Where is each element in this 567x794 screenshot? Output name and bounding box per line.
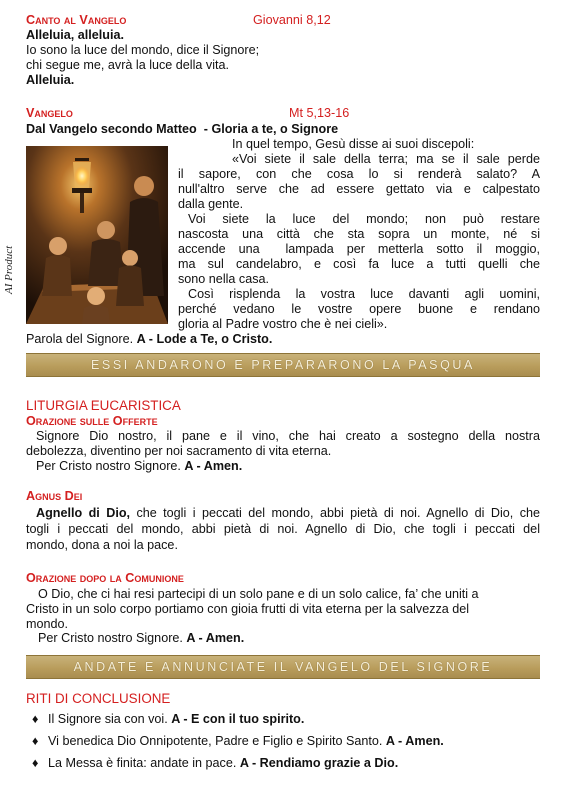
diamond-bullet-icon: ♦ — [32, 734, 39, 748]
vangelo-line: null'altro serve che ad essere gettato via e calpestato — [178, 182, 540, 196]
vangelo-line: perché vedano le vostre opere buone e rendano — [178, 302, 540, 316]
banner-preparation: ESSI ANDARONO E PREPARARONO LA PASQUA — [26, 353, 540, 377]
diamond-bullet-icon: ♦ — [32, 756, 39, 770]
riti-item-text: La Messa è finita: andate in pace. — [48, 756, 240, 770]
riti-item — [32, 756, 398, 771]
vangelo-line: Voi siete la luce del mondo; non può restare — [188, 212, 540, 226]
vangelo-title: Vangelo — [26, 106, 73, 120]
liturgia-title: LITURGIA EUCARISTICA — [26, 398, 181, 413]
offerte-closing — [36, 459, 242, 474]
canto-verse-line: Io sono la luce del mondo, dice il Signore; — [26, 43, 260, 57]
vangelo-line: accende una lampada per metterla sotto il moggio, — [178, 242, 540, 256]
riti-item-response: A - Rendiamo grazie a Dio. — [239, 756, 399, 770]
diamond-bullet-icon: ♦ — [32, 712, 39, 726]
comunione-line: mondo. — [26, 617, 69, 631]
vangelo-closing-text: Parola del Signore. — [26, 332, 137, 346]
comunione-closing-text: Per Cristo nostro Signore. — [38, 631, 187, 645]
comunione-closing-response: A - Amen. — [186, 631, 245, 645]
riti-item-response: A - Amen. — [385, 734, 444, 748]
candlelight-painting — [26, 146, 168, 324]
comunione-line: O Dio, che ci hai resi partecipi di un solo pane e di un solo calice, fa’ che uniti a — [38, 587, 479, 601]
banner-mission: ANDATE E ANNUNCIATE IL VANGELO DEL SIGNORE — [26, 655, 540, 679]
agnus-line: mondo, dona a noi la pace. — [26, 538, 178, 552]
vangelo-line: «Voi siete il sale della terra; ma se il sale perde — [232, 152, 540, 166]
image-credit: AI Product — [3, 245, 15, 294]
comunione-closing — [38, 631, 244, 646]
agnus-bold-start: Agnello di Dio, — [36, 506, 131, 520]
riti-item-text: Vi benedica Dio Onnipotente, Padre e Figlio e Spirito Santo. — [48, 734, 386, 748]
vangelo-line: ma sul candelabro, e così fa luce a tutti quelli che — [178, 257, 540, 271]
canto-reference: Giovanni 8,12 — [253, 13, 331, 27]
offerte-line: debolezza, diventino per noi sacramento di vita eterna. — [26, 444, 332, 458]
vangelo-line: In quel tempo, Gesù disse ai suoi discepoli: — [232, 137, 475, 151]
canto-acclamation: Alleluia, alleluia. — [26, 28, 124, 42]
agnus-line: togli i peccati del mondo, abbi pietà di noi. Agnello di Dio, che togli i peccati del — [26, 522, 540, 536]
vangelo-line: sono nella casa. — [178, 272, 270, 286]
canto-title: Canto al Vangelo — [26, 13, 127, 27]
offerte-closing-text: Per Cristo nostro Signore. — [36, 459, 185, 473]
vangelo-closing-response: A - Lode a Te, o Cristo. — [136, 332, 273, 346]
offerte-line: Signore Dio nostro, il pane e il vino, che hai creato a sostegno della nostra — [36, 429, 540, 443]
agnus-title: Agnus Dei — [26, 489, 83, 503]
vangelo-line: nascosta una città che sta sopra un monte, né si — [178, 227, 540, 241]
vangelo-closing — [26, 332, 272, 347]
vangelo-line: il sapore, con che cosa lo si renderà salato? A — [178, 167, 540, 181]
comunione-line: Cristo in un solo corpo portiamo con gioia frutti di vita eterna per la salvezza del — [26, 602, 470, 616]
vangelo-line: Così risplenda la vostra luce davanti agli uomini, — [188, 287, 540, 301]
riti-title: RITI DI CONCLUSIONE — [26, 691, 171, 706]
riti-item-text: Il Signore sia con voi. — [48, 712, 172, 726]
canto-verse-line: chi segue me, avrà la luce della vita. — [26, 58, 230, 72]
vangelo-heading: Dal Vangelo secondo Matteo - Gloria a te, o Signore — [26, 122, 339, 136]
offerte-title: Orazione sulle Offerte — [26, 414, 158, 428]
riti-item — [32, 712, 304, 727]
canto-closing: Alleluia. — [26, 73, 75, 87]
offerte-closing-response: A - Amen. — [184, 459, 243, 473]
comunione-title: Orazione dopo la Comunione — [26, 571, 184, 585]
riti-item — [32, 734, 444, 749]
vangelo-line: dalla gente. — [178, 197, 244, 211]
agnus-line-text: che togli i peccati del mondo, abbi pietà di noi. Agnello di Dio, che — [130, 506, 540, 520]
vangelo-reference: Mt 5,13-16 — [289, 106, 350, 120]
vangelo-line: gloria al Padre vostro che è nei cieli». — [178, 317, 388, 331]
agnus-line — [36, 506, 540, 521]
riti-item-response: A - E con il tuo spirito. — [171, 712, 305, 726]
